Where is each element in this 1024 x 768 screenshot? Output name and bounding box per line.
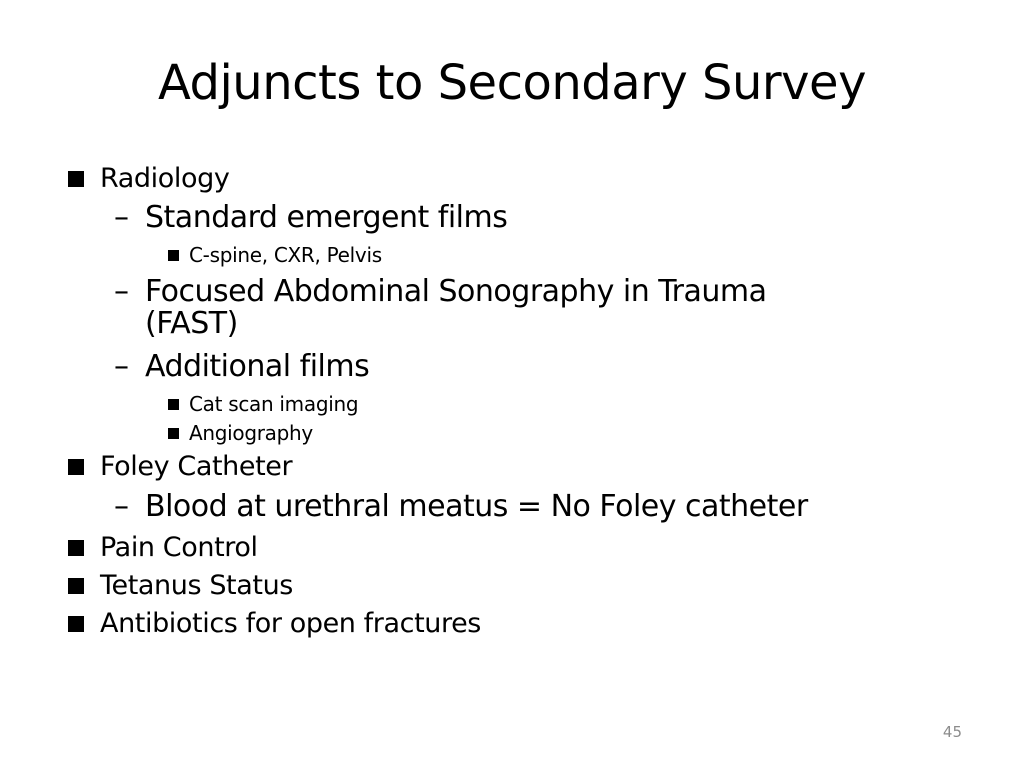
sub-item-additional-films: Additional films — [145, 349, 370, 384]
small-square-bullet-icon — [168, 399, 179, 410]
sub-sub-item-c-spine: C-spine, CXR, Pelvis — [189, 243, 382, 267]
dash-bullet-icon: – — [114, 274, 129, 309]
square-bullet-icon — [68, 540, 84, 556]
bullet-item-radiology: Radiology — [100, 163, 230, 194]
bullet-item-foley-catheter: Foley Catheter — [100, 451, 293, 482]
square-bullet-icon — [68, 459, 84, 475]
small-square-bullet-icon — [168, 428, 179, 439]
dash-bullet-icon: – — [114, 489, 129, 524]
sub-sub-item-angiography: Angiography — [189, 421, 313, 445]
sub-sub-item-cat-scan: Cat scan imaging — [189, 392, 359, 416]
small-square-bullet-icon — [168, 250, 179, 261]
bullet-item-antibiotics: Antibiotics for open fractures — [100, 608, 481, 639]
sub-item-blood-at-urethral-meatus: Blood at urethral meatus = No Foley catheter — [145, 489, 808, 524]
bullet-item-pain-control: Pain Control — [100, 532, 258, 563]
page-number: 45 — [942, 723, 962, 741]
slide-title: Adjuncts to Secondary Survey — [158, 55, 866, 111]
dash-bullet-icon: – — [114, 200, 129, 235]
sub-item-fast-continuation: (FAST) — [145, 306, 238, 341]
square-bullet-icon — [68, 171, 84, 187]
sub-item-standard-emergent-films: Standard emergent films — [145, 200, 508, 235]
square-bullet-icon — [68, 578, 84, 594]
square-bullet-icon — [68, 616, 84, 632]
dash-bullet-icon: – — [114, 349, 129, 384]
sub-item-fast: Focused Abdominal Sonography in Trauma — [145, 274, 767, 309]
bullet-item-tetanus-status: Tetanus Status — [100, 570, 293, 601]
